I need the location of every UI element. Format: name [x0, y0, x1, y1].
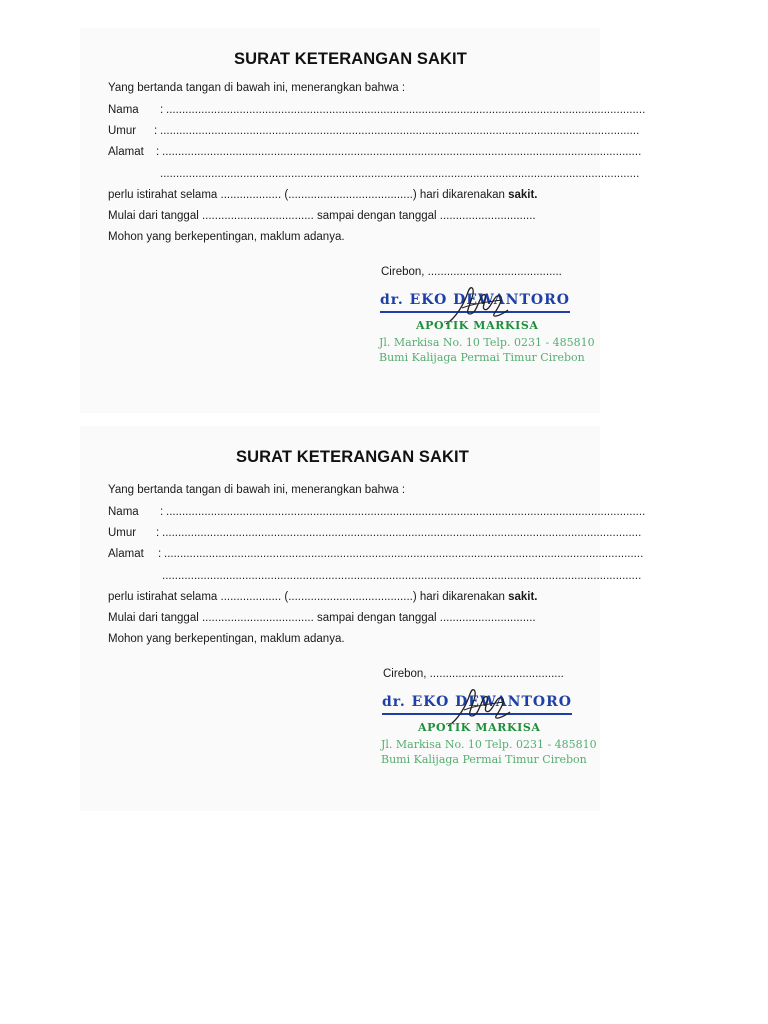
alamat-field-2[interactable]: ......................................................................................................................................................: [162, 570, 642, 582]
sick-letter-form-2: [80, 426, 646, 811]
umur-label: Umur: [108, 125, 137, 137]
alamat-field[interactable]: ......................................................................................................................................................: [162, 146, 642, 158]
nama-label: Nama: [108, 104, 139, 116]
alamat-colon: :: [156, 146, 160, 158]
doctor-name-stamp: dr. EKO DEWANTORO: [382, 694, 572, 710]
clinic-name-stamp: APOTIK MARKISA: [418, 721, 541, 734]
alamat-field[interactable]: ......................................................................................................................................................: [164, 548, 644, 560]
clinic-address-1: Jl. Markisa No. 10 Telp. 0231 - 485810: [379, 336, 595, 349]
alamat-field-2[interactable]: ......................................................................................................................................................: [160, 168, 640, 180]
nama-label: Nama: [108, 506, 139, 518]
rest-duration-line: perlu istirahat selama ................... (.......................................) hari dikarenakan sakit.: [108, 189, 538, 201]
closing-text: Mohon yang berkepentingan, maklum adanya.: [108, 231, 345, 243]
intro-text: Yang bertanda tangan di bawah ini, menerangkan bahwa :: [108, 484, 406, 496]
umur-colon: :: [156, 527, 160, 539]
umur-field[interactable]: ......................................................................................................................................................: [162, 527, 642, 539]
place-date-line: Cirebon, ..........................................: [383, 668, 564, 680]
intro-text: Yang bertanda tangan di bawah ini, menerangkan bahwa :: [108, 82, 406, 94]
nama-field[interactable]: ......................................................................................................................................................: [166, 104, 646, 116]
nama-field[interactable]: ......................................................................................................................................................: [166, 506, 646, 518]
clinic-address-1: Jl. Markisa No. 10 Telp. 0231 - 485810: [381, 738, 597, 751]
place-date-line: Cirebon, ..........................................: [381, 266, 562, 278]
alamat-label: Alamat: [108, 146, 144, 158]
umur-label: Umur: [108, 527, 137, 539]
clinic-address-2: Bumi Kalijaga Permai Timur Cirebon: [381, 753, 587, 766]
closing-text: Mohon yang berkepentingan, maklum adanya.: [108, 633, 345, 645]
date-range-line: Mulai dari tanggal ................................... sampai dengan tanggal ..............................: [108, 612, 536, 624]
form-title: SURAT KETERANGAN SAKIT: [236, 448, 469, 466]
form-title: SURAT KETERANGAN SAKIT: [234, 50, 467, 68]
rest-duration-line: perlu istirahat selama ................... (.......................................) hari dikarenakan sakit.: [108, 591, 538, 603]
alamat-colon: :: [158, 548, 162, 560]
sick-letter-form-1: [80, 28, 646, 413]
date-range-line: Mulai dari tanggal ................................... sampai dengan tanggal ..............................: [108, 210, 536, 222]
doctor-name-stamp: dr. EKO DEWANTORO: [380, 292, 570, 308]
nama-colon: :: [160, 104, 164, 116]
umur-colon: :: [154, 125, 158, 137]
clinic-address-2: Bumi Kalijaga Permai Timur Cirebon: [379, 351, 585, 364]
nama-colon: :: [160, 506, 164, 518]
alamat-label: Alamat: [108, 548, 144, 560]
umur-field[interactable]: ......................................................................................................................................................: [160, 125, 640, 137]
clinic-name-stamp: APOTIK MARKISA: [416, 319, 539, 332]
